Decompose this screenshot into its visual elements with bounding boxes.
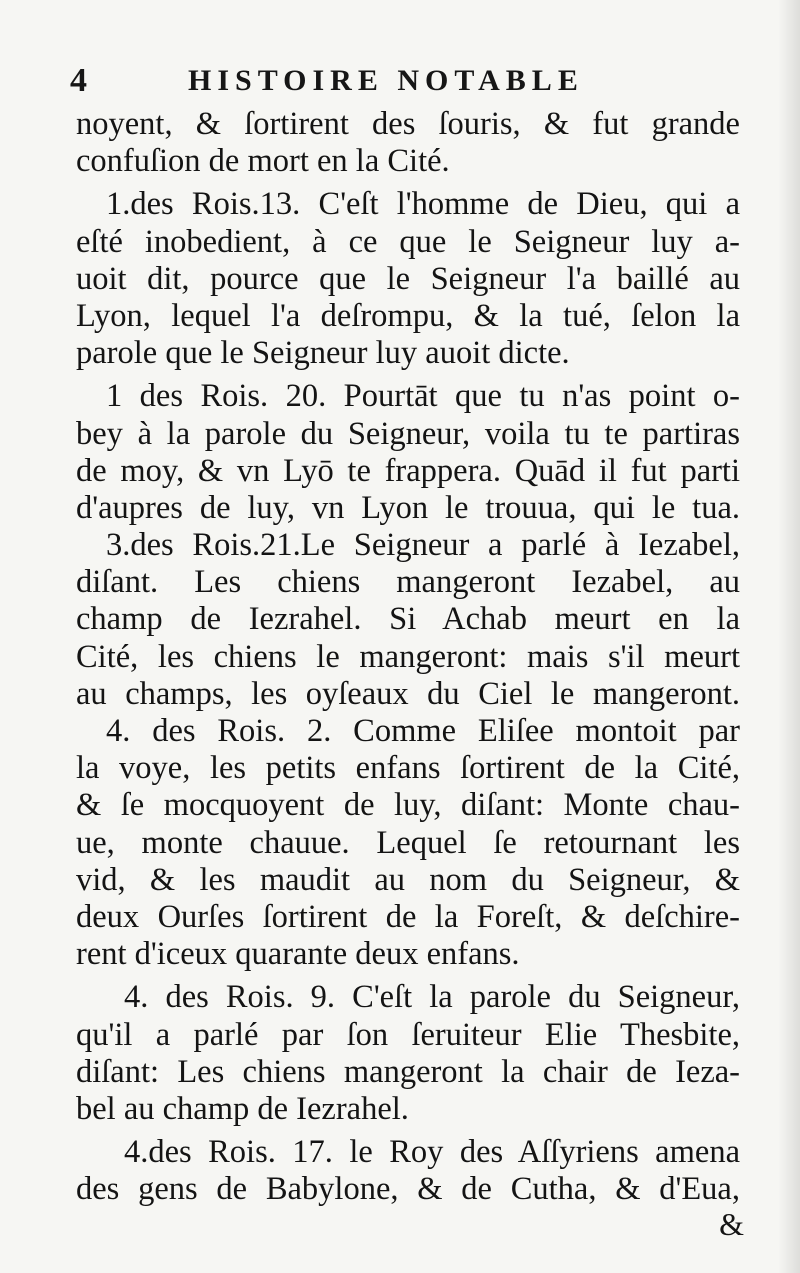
catchword: &: [719, 1206, 744, 1242]
text-line: bey à la parole du Seigneur, voila tu te partiras: [76, 415, 740, 452]
text-line: eſté inobedient, à ce que le Seigneur luy a-: [76, 223, 740, 260]
page-number: 4: [70, 62, 87, 99]
text-line: rent d'iceux quarante deux enfans.: [76, 936, 520, 973]
text-line: la voye, les petits enfans ſortirent de la Cité,: [76, 750, 740, 787]
text-line: bel au champ de Iezrahel.: [76, 1090, 409, 1127]
text-line: 4. des Rois. 2. Comme Eliſee montoit par: [106, 713, 740, 749]
text-line: de moy, & vn Lyō te frappera. Quād il fut parti: [76, 452, 740, 489]
text-line: uoit dit, pource que le Seigneur l'a baillé au: [76, 260, 740, 297]
text-line: & ſe mocquoyent de luy, diſant: Monte chau-: [76, 787, 740, 824]
text-line: 1 des Rois. 20. Pourtāt que tu n'as point o-: [106, 378, 740, 415]
text-line: des gens de Babylone, & de Cutha, & d'Eua,: [76, 1171, 740, 1208]
text-line: ue, monte chauue. Lequel ſe retournant les: [76, 824, 740, 861]
text-line: champ de Iezrahel. Si Achab meurt en la: [76, 601, 740, 638]
text-line: diſant: Les chiens mangeront la chair de Ieza-: [76, 1053, 740, 1090]
text-line: confuſion de mort en la Cité.: [76, 143, 450, 180]
text-line: 1.des Rois.13. C'eſt l'homme de Dieu, qui a: [106, 186, 740, 223]
text-line: vid, & les maudit au nom du Seigneur, &: [76, 861, 740, 898]
text-line: 3.des Rois.21.Le Seigneur a parlé à Iezabel,: [106, 527, 740, 564]
page-edge-shadow: [778, 0, 800, 1273]
text-line: deux Ourſes ſortirent de la Foreſt, & deſchire-: [76, 898, 740, 935]
text-line: d'aupres de luy, vn Lyon le trouua, qui le tua.: [76, 489, 740, 526]
text-line: 4. des Rois. 9. C'eſt la parole du Seigneur,: [124, 979, 740, 1016]
text-line: au champs, les oyſeaux du Ciel le mangeront.: [76, 675, 740, 712]
text-line: 4.des Rois. 17. le Roy des Aſſyriens amena: [124, 1134, 740, 1171]
page-header: [70, 62, 730, 102]
body-text: [76, 106, 740, 1208]
text-line: diſant. Les chiens mangeront Iezabel, au: [76, 564, 740, 601]
text-line: Cité, les chiens le mangeront: mais s'il meurt: [76, 638, 740, 675]
text-line: noyent, & ſortirent des ſouris, & fut grande: [76, 106, 740, 142]
text-line: qu'il a parlé par ſon ſeruiteur Elie Thesbite,: [76, 1016, 740, 1053]
text-line: parole que le Seigneur luy auoit dicte.: [76, 335, 570, 372]
running-head: HISTOIRE NOTABLE: [188, 64, 584, 97]
text-line: Lyon, lequel l'a deſrompu, & la tué, ſelon la: [76, 297, 740, 334]
